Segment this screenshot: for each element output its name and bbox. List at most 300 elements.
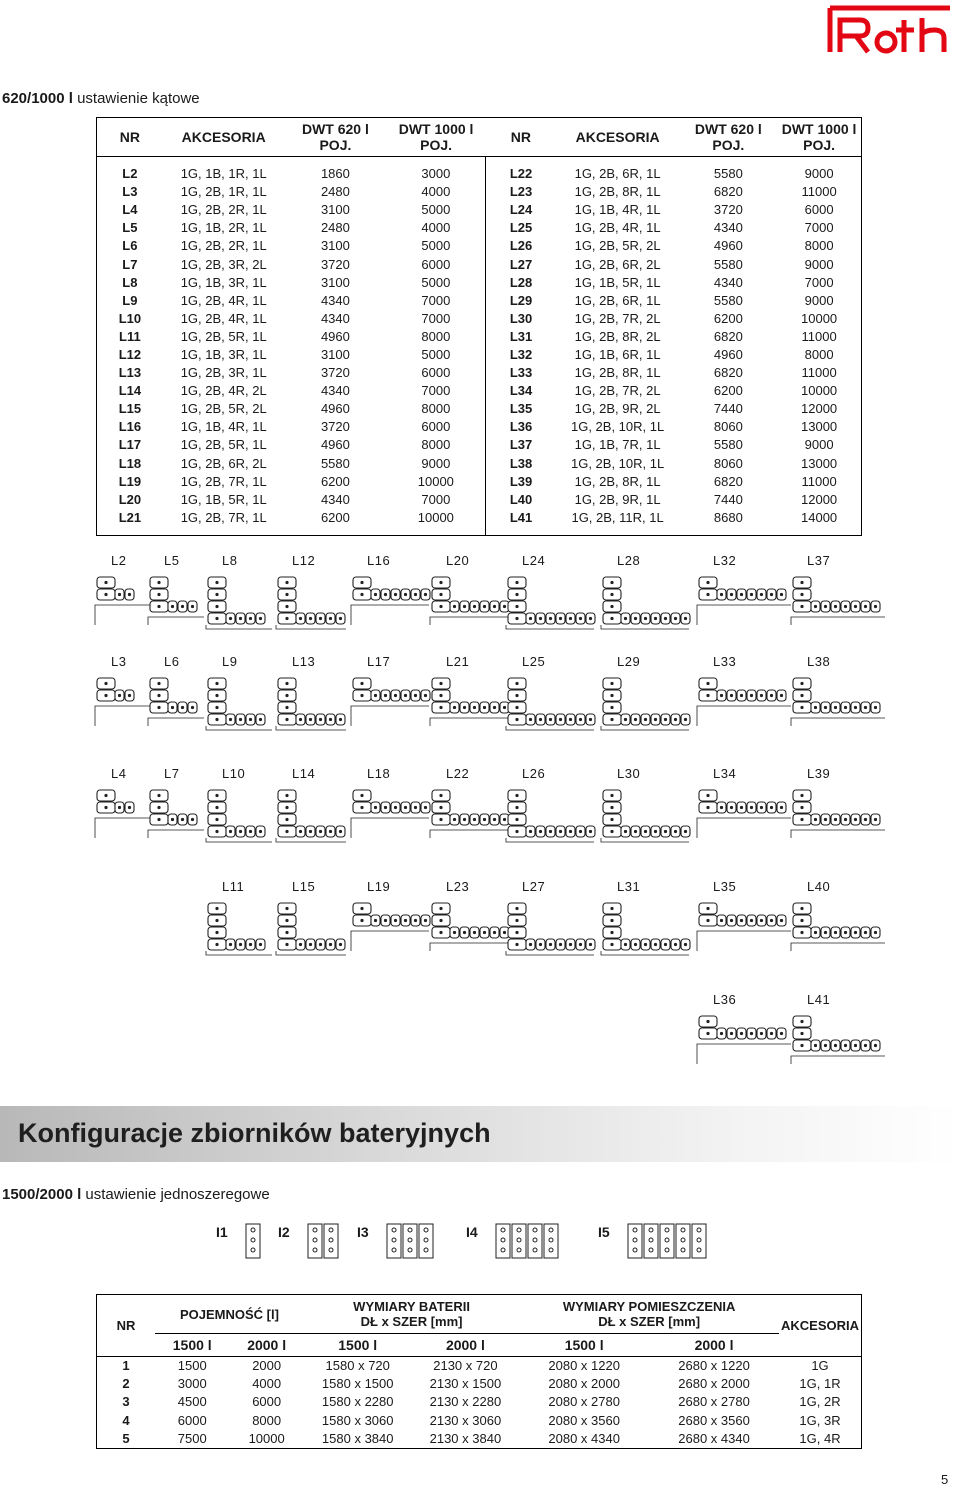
table-cell: 6820 [713,473,743,489]
diagram-label: L17 [367,654,391,669]
table-cell: L11 [119,328,141,344]
l-shape-diagram [428,786,512,844]
table-cell: 4000 [386,219,486,237]
diagram-label: L41 [807,992,831,1007]
diagram-label: L9 [222,654,238,669]
l-shape-diagram [204,899,276,957]
banner-title: Konfiguracje zbiorników bateryjnych [18,1118,491,1148]
table-cell: L26 [509,238,533,254]
table-cell: 1G, 1B, 6R, 1L [574,346,661,362]
table-cell: 7440 [713,401,743,417]
table-row [97,255,862,273]
table-cell: 3100 [320,346,350,362]
table-cell: L36 [509,419,533,435]
diagram-label: L20 [446,553,470,568]
table-cell: 4960 [713,346,743,362]
single-row-diagram [492,1222,564,1260]
table-cell: 4340 [320,292,350,308]
table-cell: 3000 [386,165,486,183]
table-cell: L17 [118,437,142,453]
table-cell: 10000 [248,1430,285,1446]
diagram-label: L14 [292,766,316,781]
table-cell: 8000 [386,436,486,454]
single-row-label: I1 [216,1224,228,1240]
table-cell: 6000 [177,1412,207,1428]
table-cell: L24 [509,202,533,218]
table-cell: 1G, 2B, 3R, 2L [180,256,267,272]
table-cell: 6820 [713,328,743,344]
table-cell: 10000 [801,310,838,326]
table-cell: 4500 [177,1394,207,1410]
table-cell: 3720 [320,365,350,381]
l-shape-diagram [695,786,795,844]
table1-header: DWT 1000 l POJ. [777,118,861,157]
table-cell: L30 [509,310,533,326]
single-row-diagram [242,1222,266,1260]
table-row [97,219,862,237]
l-shape-diagram [789,786,889,844]
table-cell: 1580 x 3840 [321,1430,394,1446]
table1-header: AKCESORIA [556,118,680,157]
l-shape-diagram [204,674,276,732]
l-shape-diagram [599,899,693,957]
diagram-label: L28 [617,553,641,568]
l-shape-diagram [428,674,512,732]
table-cell: L13 [118,365,142,381]
table-cell: 5580 [713,437,743,453]
section-title-angle: 620/1000 l ustawienie kątowe [2,90,200,107]
table-cell: 8000 [386,400,486,418]
table-cell: 4000 [252,1376,282,1392]
l-shape-diagram [504,674,598,732]
table-row [97,436,862,454]
table-cell: L12 [118,346,142,362]
table-cell: 7000 [386,292,486,310]
table-cell: L19 [118,473,142,489]
l-shape-diagram [695,899,795,957]
diagram-label: L3 [111,654,127,669]
table-cell: 1G, 1B, 4R, 1L [180,419,267,435]
l-shape-diagram [789,1012,889,1070]
table-cell: 9000 [804,166,834,182]
table-cell: 3 [122,1394,130,1410]
l-shape-diagram [599,573,693,631]
table-cell: 1G [811,1358,829,1374]
table-cell: 1G, 2B, 6R, 1L [574,292,661,308]
l-shape-diagram [204,786,276,844]
table-row [97,201,862,219]
diagram-label: L23 [446,879,470,894]
table-cell: 7500 [177,1430,207,1446]
table-cell: 8060 [713,419,743,435]
table-cell: 2080 x 2780 [548,1394,620,1410]
table-cell: 1G, 2B, 10R, 1L [570,455,665,471]
table-cell: 6000 [386,418,486,436]
diagram-label: L33 [713,654,737,669]
table-cell: 2080 x 1220 [548,1358,620,1374]
subheader-capacity: 2000 l [649,1334,779,1357]
single-row-label: I2 [278,1224,290,1240]
table-cell: L38 [509,455,533,471]
table-cell: 5580 [320,455,350,471]
col-capacity: POJEMNOŚĆ [l] [155,1295,304,1334]
table-cell: 4960 [320,437,350,453]
table-row [97,382,862,400]
table-cell: 1G, 2B, 5R, 2L [574,238,661,254]
table-cell: L21 [118,509,142,525]
diagram-label: L5 [164,553,180,568]
table-cell: 14000 [801,509,838,525]
table-cell: L14 [118,383,142,399]
table-cell: 6200 [320,509,350,525]
table-cell: 9000 [804,292,834,308]
diagram-label: L15 [292,879,316,894]
table-cell: 1G, 2B, 5R, 2L [180,401,267,417]
diagram-label: L22 [446,766,470,781]
table-cell: L27 [509,256,533,272]
table1-header: NR [97,118,163,157]
l-shape-diagram [695,674,795,732]
table-cell: 2080 x 4340 [548,1430,620,1446]
table-cell: 1G, 2B, 5R, 1L [180,437,267,453]
table-cell: 5000 [386,274,486,292]
table-cell: 2480 [320,184,350,200]
table-cell: 13000 [801,455,838,471]
table-row [97,310,862,328]
table-cell: L22 [509,166,533,182]
table-cell: 6000 [386,255,486,273]
table-cell: L35 [509,401,533,417]
table-cell: 1G, 2B, 5R, 1L [180,328,267,344]
table-cell: L25 [509,220,533,236]
diagram-label: L10 [222,766,246,781]
diagram-label: L29 [617,654,641,669]
table-cell: L23 [509,184,533,200]
table-cell: 2130 x 1500 [429,1376,502,1392]
l-shape-diagram [349,674,433,732]
table-cell: 9000 [804,256,834,272]
table-cell: 1G, 2B, 4R, 1L [574,220,661,236]
table-cell: L9 [122,292,138,308]
single-row-label: I4 [466,1224,478,1240]
table-cell: L18 [118,455,142,471]
table-cell: L3 [122,184,138,200]
table-cell: L5 [122,220,138,236]
diagram-label: L12 [292,553,316,568]
l-shape-diagram [504,573,598,631]
table-cell: 6000 [252,1394,282,1410]
page-number: 5 [941,1472,949,1487]
l-shape-diagram [204,573,276,631]
table-row [97,364,862,382]
table-cell: L34 [509,383,533,399]
table-cell: 1G, 2B, 3R, 1L [180,365,267,381]
table-cell: 2480 [320,220,350,236]
table-row [97,237,862,255]
diagram-label: L21 [446,654,470,669]
table-cell: 6820 [713,365,743,381]
table-cell: 11000 [801,184,837,200]
table-cell: 4340 [713,274,743,290]
l-shape-diagram [146,786,208,844]
table-cell: L16 [118,419,142,435]
table-cell: 2130 x 3840 [429,1430,502,1446]
diagram-label: L32 [713,553,737,568]
table-cell: 7000 [804,220,834,236]
table-row [97,1357,862,1376]
l-shape-diagram [599,786,693,844]
table-cell: 1G, 2B, 4R, 2L [180,383,267,399]
table-cell: L33 [509,365,533,381]
table-cell: L40 [509,491,533,507]
diagram-label: L8 [222,553,238,568]
single-row-diagram [304,1222,344,1260]
table-cell: 2680 x 1220 [678,1358,750,1374]
table-cell: 8680 [713,509,743,525]
table-row [97,292,862,310]
table-cell: 2080 x 3560 [548,1412,620,1428]
l-shape-diagram [274,573,350,631]
l-shape-diagram [504,786,598,844]
diagram-label: L24 [522,553,546,568]
table1-header: DWT 620 l POJ. [285,118,387,157]
table-row [97,473,862,491]
table-cell: 8000 [386,328,486,346]
diagram-label: L36 [713,992,737,1007]
table-row [97,509,862,527]
subheader-capacity: 2000 l [229,1334,303,1357]
table-cell: 9000 [386,455,486,473]
table1-header: DWT 620 l POJ. [680,118,778,157]
table-cell: 10000 [386,509,486,527]
table-row [97,274,862,292]
table-row [97,491,862,509]
l-shape-diagram [274,786,350,844]
table-cell: 5000 [386,201,486,219]
table-cell: L41 [509,509,533,525]
diagram-label: L16 [367,553,391,568]
table-cell: L32 [509,346,533,362]
table-cell: 2000 [252,1358,282,1374]
l-shape-diagram [274,899,350,957]
diagram-label: L34 [713,766,737,781]
table-cell: 4960 [320,328,350,344]
diagram-label: L31 [617,879,641,894]
table-cell: 8000 [804,346,834,362]
roth-logo [826,4,956,56]
table-cell: 5000 [386,237,486,255]
table-cell: L29 [509,292,533,308]
table-cell: 1G, 1B, 3R, 1L [180,346,267,362]
table-cell: 1500 [177,1358,207,1374]
table-cell: 2680 x 3560 [678,1412,750,1428]
diagram-label: L37 [807,553,831,568]
table-cell: 1G, 1B, 5R, 1L [180,491,267,507]
table-cell: 2130 x 2280 [429,1394,502,1410]
table-cell: 2680 x 2780 [678,1394,750,1410]
l-shape-diagram [789,674,889,732]
diagram-label: L13 [292,654,316,669]
table-cell: 3000 [177,1376,207,1392]
l-shape-diagram [504,899,598,957]
table-cell: 1G, 2B, 7R, 1L [180,509,267,525]
table-cell: 7000 [804,274,834,290]
single-row-diagram [624,1222,712,1260]
table-cell: 13000 [801,419,838,435]
table-cell: 1G, 2B, 7R, 1L [180,473,267,489]
table-row [97,165,862,183]
table-cell: 1G, 3R [799,1412,841,1428]
table-row [97,455,862,473]
subheader-capacity: 2000 l [412,1334,520,1357]
l-shape-diagram [349,573,433,631]
table-cell: L7 [122,256,138,272]
section-title-single-row: 1500/2000 l ustawienie jednoszeregowe [2,1186,270,1203]
table-cell: 1G, 1B, 7R, 1L [574,437,661,453]
table-cell: 1860 [320,166,350,182]
table-cell: 6000 [386,364,486,382]
table-cell: 11000 [801,473,837,489]
table-cell: 1580 x 720 [325,1358,390,1374]
battery-dimensions-table [96,1294,862,1449]
table-cell: 1580 x 1500 [321,1376,394,1392]
table-cell: 1 [122,1358,130,1374]
diagram-label: L27 [522,879,546,894]
table-cell: 2130 x 720 [433,1358,498,1374]
table-cell: 5000 [386,346,486,364]
diagram-label: L19 [367,879,391,894]
table-cell: L20 [118,491,142,507]
table-cell: L2 [122,166,138,182]
subheader-capacity: 1500 l [519,1334,649,1357]
table-cell: 4340 [320,383,350,399]
table1-header: AKCESORIA [163,118,285,157]
diagram-label: L2 [111,553,127,568]
table-cell: 3720 [320,256,350,272]
table-cell: 4340 [320,491,350,507]
table-cell: 1G, 2B, 7R, 2L [574,383,661,399]
table-cell: 6820 [713,184,743,200]
col-battery-dims: WYMIARY BATERII DŁ x SZER [mm] [304,1295,519,1334]
table-cell: 4 [122,1412,130,1428]
table-cell: 9000 [804,437,834,453]
col-nr: NR [97,1295,156,1357]
table-row [97,346,862,364]
l-shape-diagram [789,573,889,631]
table-cell: 3100 [320,274,350,290]
table-cell: 1G, 2R [799,1394,841,1410]
table-cell: 1G, 2B, 8R, 1L [574,473,661,489]
table-cell: L31 [509,328,533,344]
l-shape-diagram [599,674,693,732]
table-row [97,1375,862,1393]
table-cell: 1G, 2B, 11R, 1L [571,509,664,525]
table-cell: 1G, 1B, 2R, 1L [180,220,267,236]
l-shape-diagram [349,899,433,957]
table-cell: 1G, 2B, 6R, 2L [574,256,661,272]
l-shape-diagram [349,786,433,844]
table-cell: 1G, 2B, 8R, 1L [574,365,661,381]
table-cell: 3100 [320,202,350,218]
table-row [97,418,862,436]
diagram-label: L30 [617,766,641,781]
l-shape-diagram [146,573,208,631]
table-cell: 10000 [801,383,838,399]
table-cell: 4340 [320,310,350,326]
table-cell: 4960 [320,401,350,417]
table-cell: L39 [509,473,533,489]
col-room-dims: WYMIARY POMIESZCZENIA DŁ x SZER [mm] [519,1295,779,1334]
table-cell: 12000 [801,401,838,417]
table-cell: 4000 [386,183,486,201]
table-cell: 1G, 1B, 3R, 1L [180,274,267,290]
table-cell: 7000 [386,310,486,328]
l-shape-diagram [146,674,208,732]
table-cell: L15 [118,401,142,417]
diagram-label: L39 [807,766,831,781]
table-cell: 1G, 2B, 9R, 2L [574,401,661,417]
diagram-label: L4 [111,766,127,781]
table-cell: 1G, 1R [799,1376,841,1392]
l-shape-diagram [428,573,512,631]
diagram-label: L35 [713,879,737,894]
table-cell: 11000 [801,328,837,344]
table-cell: 1G, 2B, 6R, 1L [574,166,661,182]
table-row [97,400,862,418]
table1-header: DWT 1000 l POJ. [386,118,486,157]
table-cell: 7440 [713,491,743,507]
table-cell: 11000 [801,365,837,381]
table-cell: 1G, 2B, 1R, 1L [180,184,267,200]
diagram-label: L25 [522,654,546,669]
table-cell: 1580 x 2280 [321,1394,394,1410]
table-cell: 5 [122,1430,130,1446]
table-cell: 5580 [713,256,743,272]
table-cell: L28 [509,274,533,290]
table-cell: 1G, 2B, 4R, 1L [180,310,267,326]
table-cell: 2 [122,1376,130,1392]
table-cell: 2680 x 4340 [678,1430,750,1446]
table-row [97,328,862,346]
l-shape-diagram [789,899,889,957]
table-cell: 1G, 1B, 5R, 1L [574,274,661,290]
table-cell: 8000 [252,1412,282,1428]
table-cell: 8060 [713,455,743,471]
table-cell: 10000 [386,473,486,491]
table-row [97,1393,862,1411]
single-row-diagram [383,1222,439,1260]
table-cell: 1G, 2B, 8R, 1L [574,184,661,200]
table1-header: NR [486,118,556,157]
table-cell: 1G, 2B, 7R, 2L [574,310,661,326]
table-cell: 12000 [801,491,838,507]
table-cell: 2130 x 3060 [429,1412,502,1428]
col-accessories: AKCESORIA [779,1295,862,1357]
table-row [97,1412,862,1430]
table-cell: 1G, 2B, 2R, 1L [180,202,267,218]
single-row-label: I3 [357,1224,369,1240]
diagram-label: L40 [807,879,831,894]
table-cell: 5580 [713,166,743,182]
table-cell: 6200 [713,310,743,326]
diagram-label: L38 [807,654,831,669]
table-cell: 6200 [713,383,743,399]
table-cell: 1G, 2B, 4R, 1L [180,292,267,308]
table-cell: 3720 [713,202,743,218]
table-cell: 1G, 4R [799,1430,841,1446]
table-cell: 1G, 1B, 4R, 1L [574,202,661,218]
l-shape-diagram [695,573,795,631]
